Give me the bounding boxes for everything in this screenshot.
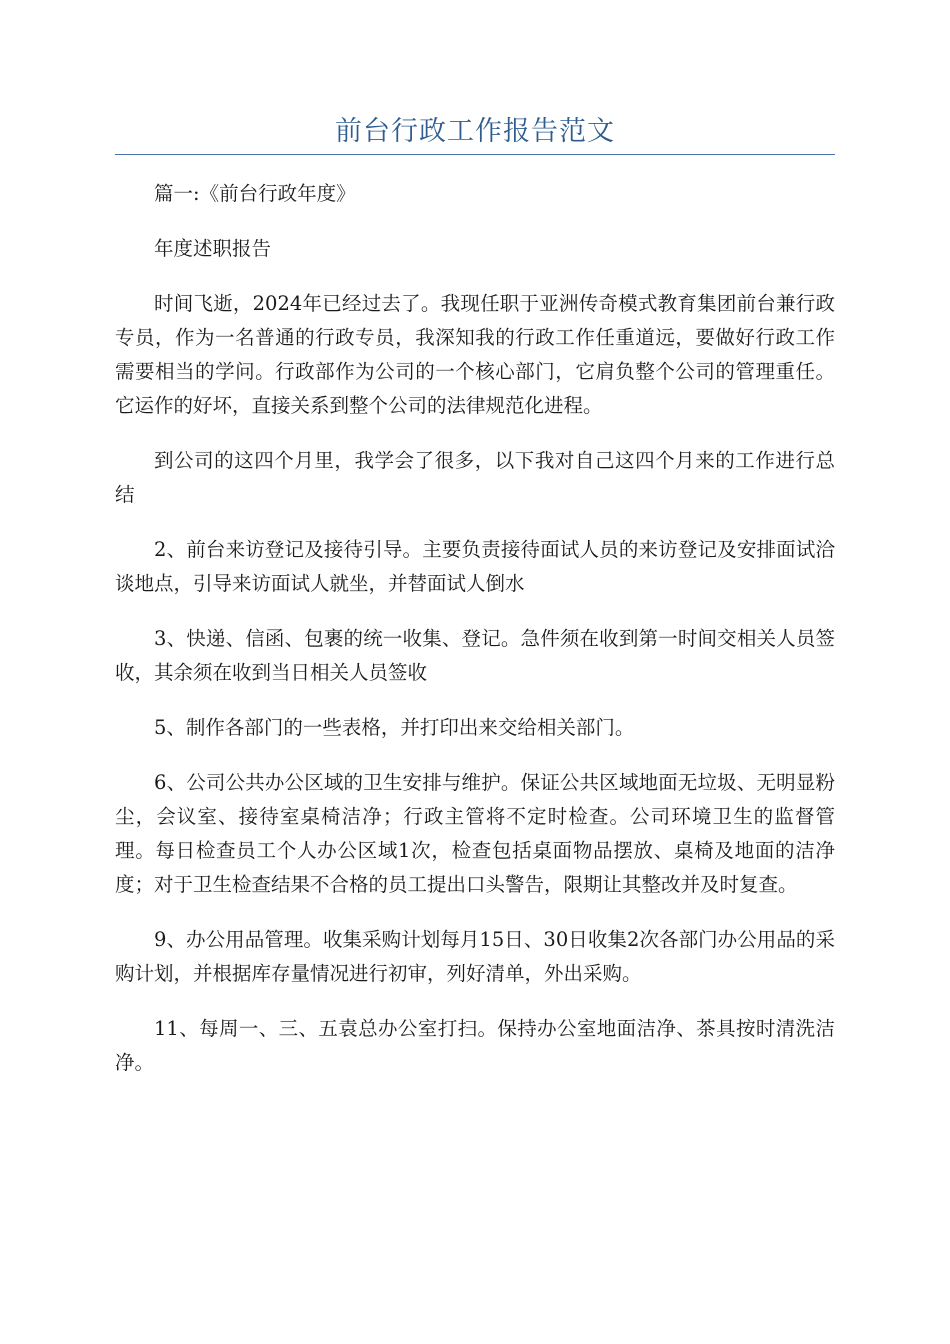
paragraph-intro: 时间飞逝，2024年已经过去了。我现任职于亚洲传奇模式教育集团前台兼行政专员，作为一名普通的行政专员，我深知我的行政工作任重道远，要做好行政工作需要相当的学问。行政部作为公司的一个核心部门，它肩负整个公司的管理重任。它运作的好坏，直接关系到整个公司的法律规范化进程。 — [115, 292, 835, 417]
paragraph-item-6: 6、公司公共办公区域的卫生安排与维护。保证公共区域地面无垃圾、无明显粉尘，会议室、接待室桌椅洁净；行政主管将不定时检查。公司环境卫生的监督管理。每日检查员工个人办公区域1次，检查包括桌面物品摆放、桌椅及地面的洁净度；对于卫生检查结果不合格的员工提出口头警告，限期让其整改并及时复查。 — [115, 771, 835, 896]
paragraph-summary-lead: 到公司的这四个月里，我学会了很多，以下我对自己这四个月来的工作进行总结 — [115, 449, 835, 506]
paragraph-section-heading: 篇一:《前台行政年度》 — [154, 182, 356, 205]
paragraph-item-2: 2、前台来访登记及接待引导。主要负责接待面试人员的来访登记及安排面试洽谈地点，引导来访面试人就坐，并替面试人倒水 — [115, 538, 835, 595]
title-divider — [115, 154, 835, 155]
document-title: 前台行政工作报告范文 — [335, 116, 615, 147]
paragraph-item-9: 9、办公用品管理。收集采购计划每月15日、30日收集2次各部门办公用品的采购计划，并根据库存量情况进行初审，列好清单，外出采购。 — [115, 928, 835, 985]
paragraph-item-11: 11、每周一、三、五袁总办公室打扫。保持办公室地面洁净、茶具按时清洗洁净。 — [115, 1017, 835, 1074]
paragraph-item-3: 3、快递、信函、包裹的统一收集、登记。急件须在收到第一时间交相关人员签收，其余须在收到当日相关人员签收 — [115, 627, 835, 684]
document-page — [115, 0, 835, 1080]
paragraph-report-heading: 年度述职报告 — [154, 237, 272, 260]
paragraph-item-5: 5、制作各部门的一些表格，并打印出来交给相关部门。 — [154, 716, 635, 739]
